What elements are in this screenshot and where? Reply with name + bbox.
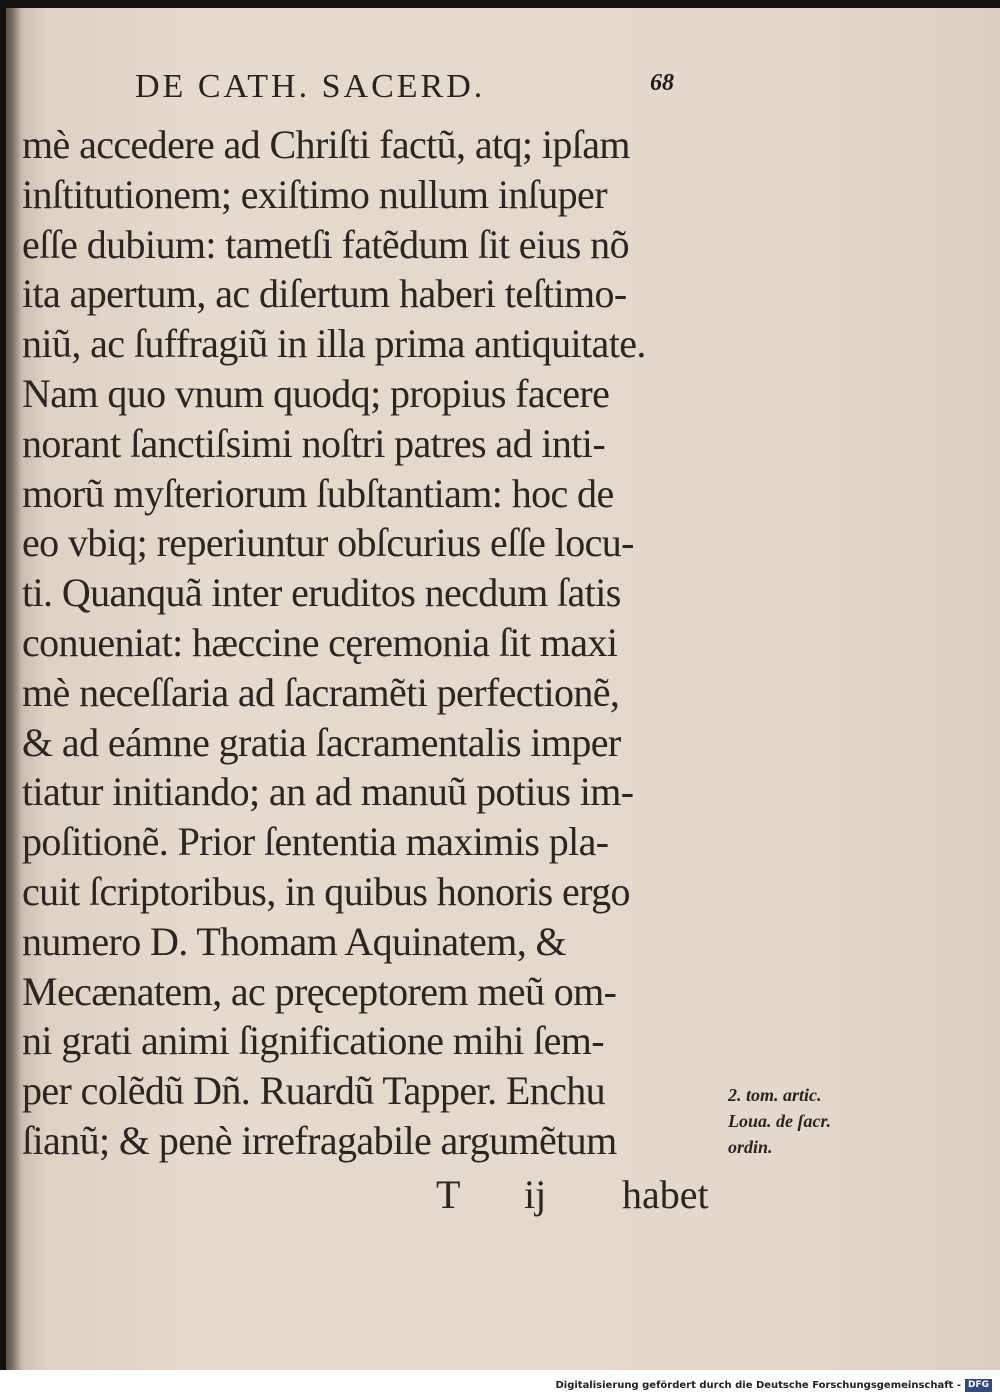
credit-text: Digitalisierung gefördert durch die Deutsche Forschungsgemeinschaft - bbox=[555, 1379, 961, 1391]
text-line: eo vbiq; reperiuntur obſcurius eſſe locu- bbox=[22, 520, 634, 566]
text-line: poſitionẽ. Prior ſententia maximis pla- bbox=[22, 819, 609, 865]
text-line: ita apertum, ac diſertum haberi teſtimo- bbox=[22, 271, 627, 317]
text-line: & ad eámne gratia ſacramentalis imper bbox=[22, 719, 621, 765]
folio-number: 68 bbox=[650, 70, 674, 96]
digitization-credit bbox=[555, 1378, 992, 1392]
text-line: Mecænatem, ac pręceptorem meũ om- bbox=[22, 968, 617, 1014]
catchword: habet bbox=[622, 1172, 709, 1217]
margin-note-line: ordin. bbox=[728, 1137, 773, 1157]
margin-note-line: 2. tom. artic. bbox=[728, 1085, 822, 1105]
text-line: tiatur initiando; an ad manuũ potius im- bbox=[22, 769, 634, 815]
text-line: niũ, ac ſuffragiũ in illa prima antiquitate. bbox=[22, 321, 646, 367]
text-line: ti. Quanquã inter eruditos necdum ſatis bbox=[22, 570, 621, 616]
page-gutter-shadow bbox=[6, 8, 22, 1370]
text-line: mè neceſſaria ad ſacramẽti perfectionẽ, bbox=[22, 669, 620, 715]
text-line: cuit ſcriptoribus, in quibus honoris ergo bbox=[22, 868, 630, 914]
margin-note bbox=[728, 1082, 831, 1160]
text-line: ſianũ; & penè irrefragabile argumẽtum bbox=[22, 1117, 617, 1163]
text-line: mè accedere ad Chriſti factũ, atq; ipſam bbox=[22, 122, 630, 167]
text-line: inſtitutionem; exiſtimo nullum inſuper bbox=[22, 171, 607, 217]
main-text-block bbox=[22, 120, 722, 1166]
text-line: morũ myſteriorum ſubſtantiam: hoc de bbox=[22, 470, 614, 516]
text-line: norant ſanctiſsimi noſtri patres ad inti- bbox=[22, 420, 606, 466]
dfg-logo: DFG bbox=[965, 1379, 992, 1392]
signature-mark: T bbox=[436, 1172, 461, 1217]
text-line: ni grati animi ſignificatione mihi ſem- bbox=[22, 1018, 605, 1064]
text-line: Nam quo vnum quodq; propius facere bbox=[22, 370, 610, 416]
text-line: conueniat: hæccine cęremonia ſit maxi bbox=[22, 619, 618, 665]
margin-note-line: Loua. de ſacr. bbox=[728, 1111, 831, 1131]
text-line: eſſe dubium: tametſi fatẽdum ſit eius nõ bbox=[22, 221, 629, 267]
signature-number: ij bbox=[524, 1172, 547, 1217]
text-line: numero D. Thomam Aquinatem, & bbox=[22, 918, 567, 964]
text-line: per colẽdũ Dñ. Ruardũ Tapper. Enchu bbox=[22, 1068, 606, 1114]
running-head: DE CATH. SACERD. bbox=[135, 68, 486, 105]
